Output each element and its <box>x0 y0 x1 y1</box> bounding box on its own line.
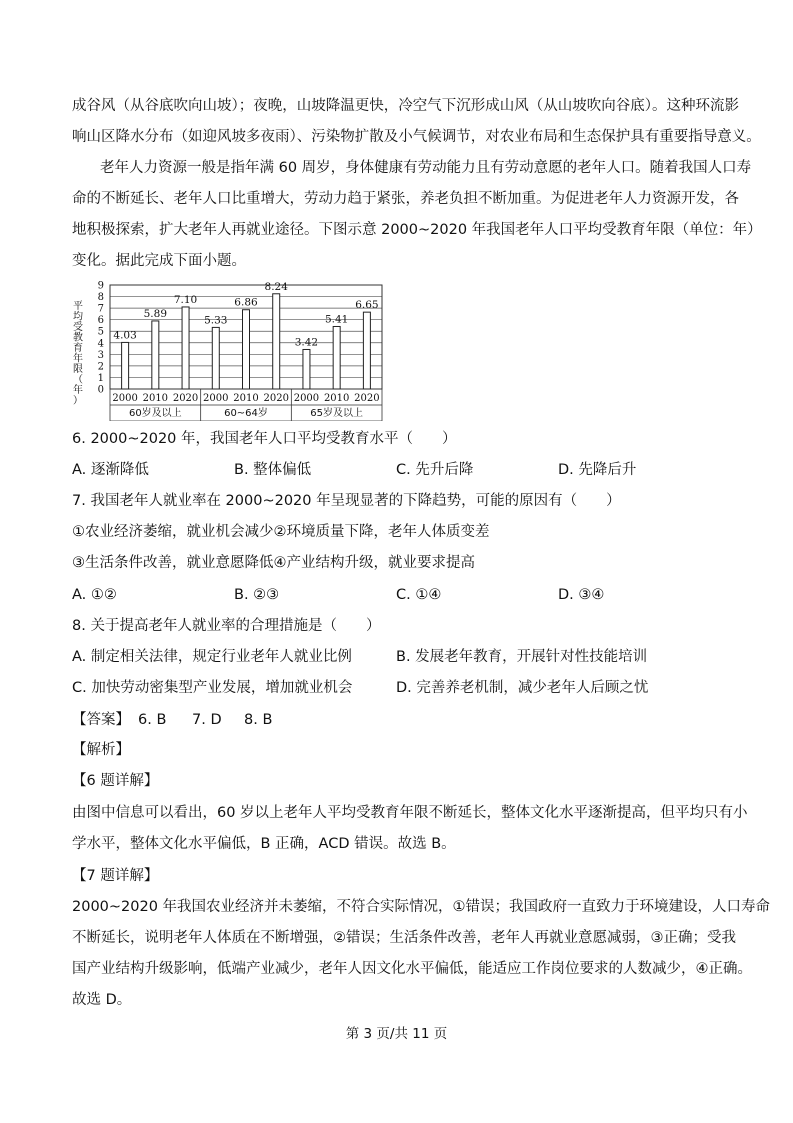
x-category-label: 2020 <box>263 393 289 404</box>
y-axis-label-char: 均 <box>73 311 83 323</box>
answer-label: 【答案】 <box>72 712 130 728</box>
q7-option-b[interactable]: B. ②③ <box>234 587 280 603</box>
y-tick-label: 1 <box>97 372 104 384</box>
q8-option-c[interactable]: C. 加快劳动密集型产业发展，增加就业机会 <box>72 680 353 696</box>
question-6-stem: 6. 2000~2020 年，我国老年人口平均受教育水平（ ） <box>72 431 457 447</box>
detail-7-label: 【7 题详解】 <box>72 868 159 884</box>
q6-option-c[interactable]: C. 先升后降 <box>396 462 474 478</box>
y-axis-label-char: 限 <box>73 364 83 375</box>
bar-value-label: 6.65 <box>355 299 379 312</box>
body-text-line: 命的不断延长、老年人口比重增大，劳动力趋于紧张，养老负担不断加重。为促进老年人力资源开发，各 <box>72 191 739 207</box>
y-axis-label-char: （ <box>73 374 83 386</box>
detail-6-line: 由图中信息可以看出，60 岁以上老年人平均受教育年限不断延长，整体文化水平逐渐提高，但平均只有小 <box>72 805 748 821</box>
q6-option-a[interactable]: A. 逐渐降低 <box>72 462 149 478</box>
answer-6: 6. B <box>138 712 167 728</box>
group-label: 60岁及以上 <box>128 408 182 419</box>
y-axis-label-char: 受 <box>73 322 83 333</box>
q7-option-c[interactable]: C. ①④ <box>396 587 442 603</box>
x-category-label: 2000 <box>293 393 320 404</box>
x-category-label: 2000 <box>203 393 229 404</box>
bar <box>363 312 370 389</box>
y-axis-label-char: ） <box>73 395 83 407</box>
y-axis-label-char: 平 <box>73 301 83 312</box>
q8-option-a[interactable]: A. 制定相关法律，规定行业老年人就业比例 <box>72 649 352 665</box>
bar-value-label: 5.33 <box>204 314 228 327</box>
bar-value-label: 7.10 <box>173 293 198 306</box>
y-tick-label: 4 <box>97 338 104 350</box>
x-category-label: 2010 <box>142 393 169 404</box>
bar <box>152 321 159 389</box>
bar-value-label: 6.86 <box>234 296 258 309</box>
group-label: 65岁及以上 <box>310 408 364 419</box>
q6-option-d[interactable]: D. 先降后升 <box>558 462 637 478</box>
q7-option-d[interactable]: D. ③④ <box>558 587 605 603</box>
y-tick-label: 8 <box>97 292 104 304</box>
body-text-line: 地积极探索，扩大老年人再就业途径。下图示意 2000~2020 年我国老年人口平均受教育年限（单位：年） <box>72 222 762 238</box>
body-text-line: 成谷风（从谷底吹向山坡）；夜晚，山坡降温更快，冷空气下沉形成山风（从山坡吹向谷底）。这种环流影 <box>72 98 739 114</box>
y-tick-label: 9 <box>97 281 104 292</box>
y-axis-label-char: 年 <box>73 353 83 365</box>
bar <box>182 307 189 389</box>
bar-value-label: 5.41 <box>324 313 349 326</box>
bar-value-label: 5.89 <box>143 307 168 320</box>
bar-value-label: 3.42 <box>294 336 319 349</box>
q7-statements-line: ③生活条件改善，就业意愿降低④产业结构升级，就业要求提高 <box>72 555 475 571</box>
answer-7: 7. D <box>192 712 222 728</box>
body-text-line: 变化。据此完成下面小题。 <box>72 253 246 269</box>
bar <box>333 326 340 389</box>
page-footer: 第 3 页/共 11 页 <box>345 1026 448 1042</box>
body-text-line: 响山区降水分布（如迎风坡多夜雨）、污染物扩散及小气候调节，对农业布局和生态保护具有重要指导意义。 <box>72 129 761 145</box>
x-category-label: 2000 <box>112 393 138 404</box>
bar <box>243 310 250 389</box>
bar-value-label: 4.03 <box>113 329 137 342</box>
q7-statements-line: ①农业经济萎缩，就业机会减少②环境质量下降，老年人体质变差 <box>72 524 490 540</box>
y-tick-label: 0 <box>97 384 104 396</box>
y-tick-label: 7 <box>97 303 104 315</box>
x-category-label: 2010 <box>323 393 350 404</box>
bar <box>303 349 310 389</box>
question-8-stem: 8. 关于提高老年人就业率的合理措施是（ ） <box>72 618 381 634</box>
answer-8: 8. B <box>244 712 273 728</box>
analysis-label: 【解析】 <box>72 742 130 758</box>
detail-7-line: 故选 D。 <box>72 992 132 1008</box>
detail-7-line: 国产业结构升级影响，低端产业减少，老年人因文化水平偏低，能适应工作岗位要求的人数减少，④正确。 <box>72 961 752 977</box>
y-tick-label: 3 <box>97 349 104 361</box>
q6-option-b[interactable]: B. 整体偏低 <box>234 462 312 478</box>
y-tick-label: 2 <box>97 361 104 373</box>
q7-option-a[interactable]: A. ①② <box>72 587 117 603</box>
x-category-label: 2010 <box>233 393 259 404</box>
y-axis-label <box>73 300 83 407</box>
y-tick-label: 6 <box>97 315 104 327</box>
y-axis-label-char: 年 <box>73 385 83 396</box>
body-text-line: 老年人力资源一般是指年满 60 周岁，身体健康有劳动能力且有劳动意愿的老年人口。随着我国人口寿 <box>100 160 752 176</box>
question-7-stem: 7. 我国老年人就业率在 2000~2020 年呈现显著的下降趋势，可能的原因有（ ） <box>72 493 621 509</box>
q8-option-d[interactable]: D. 完善养老机制，减少老年人后顾之忧 <box>396 680 649 696</box>
bar <box>212 327 219 389</box>
group-label: 60~64岁 <box>224 408 268 419</box>
detail-7-line: 2000~2020 年我国农业经济并未萎缩，不符合实际情况，①错误；我国政府一直致力于环境建设，人口寿命 <box>72 899 771 915</box>
bar-value-label: 8.24 <box>264 281 288 293</box>
y-axis-label-char: 教 <box>73 332 83 344</box>
x-category-label: 2020 <box>172 393 199 404</box>
bar <box>122 342 129 389</box>
detail-6-label: 【6 题详解】 <box>72 773 159 789</box>
bar <box>273 294 280 389</box>
x-category-label: 2020 <box>354 393 380 404</box>
y-axis-label-char: 育 <box>73 343 83 354</box>
y-tick-label: 5 <box>97 326 104 338</box>
q8-option-b[interactable]: B. 发展老年教育，开展针对性技能培训 <box>396 649 648 665</box>
detail-6-line: 学水平，整体文化水平偏低，B 正确，ACD 错误。故选 B。 <box>72 836 456 852</box>
education-years-bar-chart <box>70 281 400 421</box>
detail-7-line: 不断延长，说明老年人体质在不断增强，②错误；生活条件改善，老年人再就业意愿减弱，③正确；受我 <box>72 930 736 946</box>
